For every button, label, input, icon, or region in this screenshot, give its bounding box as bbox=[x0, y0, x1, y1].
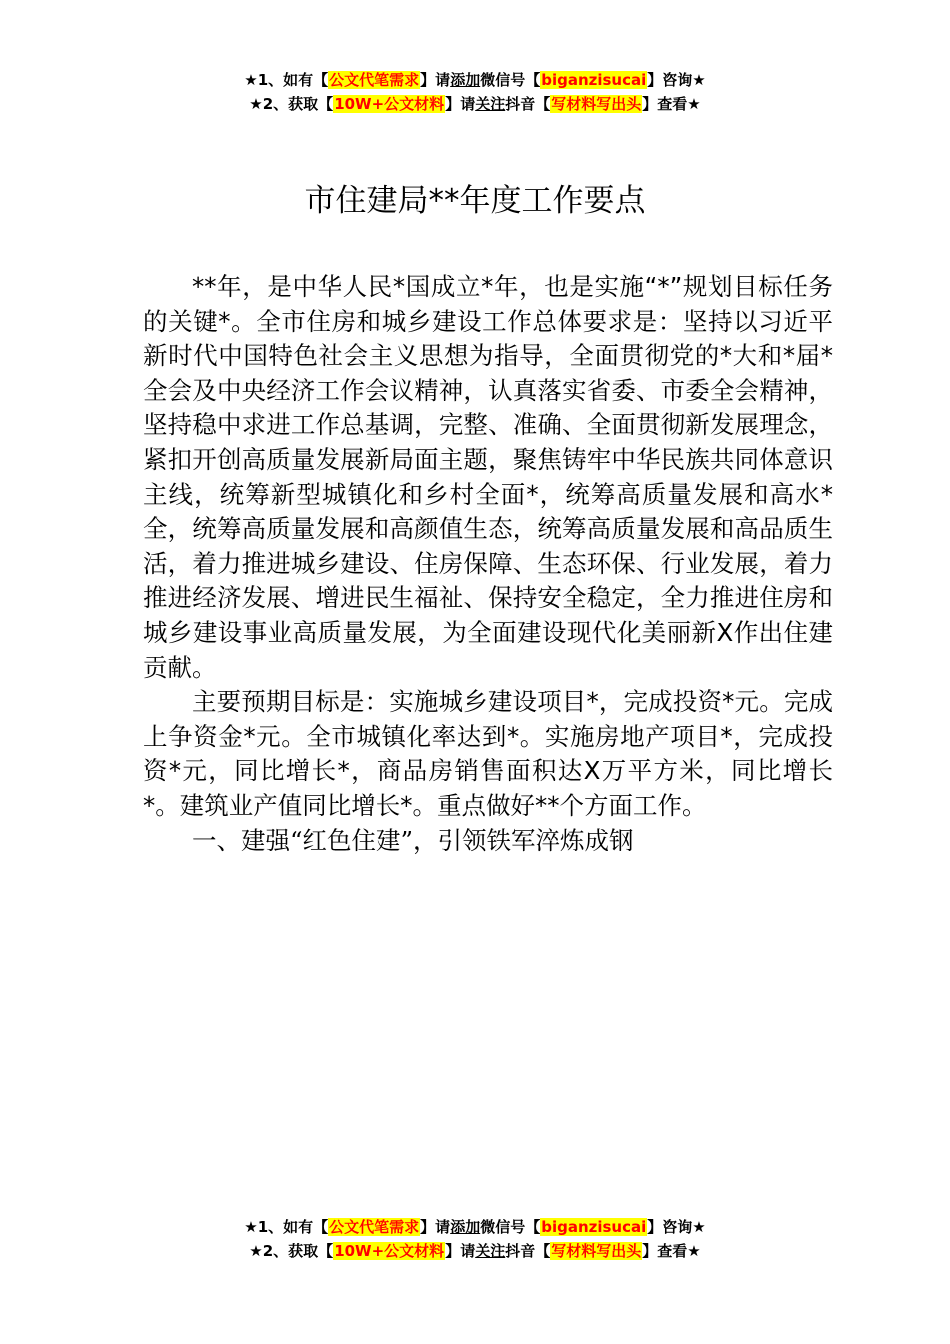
paragraph-intro: **年，是中华人民*国成立*年，也是实施“*”规划目标任务的关键*。全市住房和城乡建设工作总体要求是：坚持以习近平新时代中国特色社会主义思想为指导，全面贯彻党的*大和*届*全会及中央经济工作会议精神，认真落实省委、市委全会精神，坚持稳中求进工作总基调，完整、准确、全面贯彻新发展理念，紧扣开创高质量发展新局面主题，聚焦铸牢中华民族共同体意识主线，统筹新型城镇化和乡村全面*，统筹高质量发展和高水*全，统筹高质量发展和高颜值生态，统筹高质量发展和高品质生活，着力推进城乡建设、住房保障、生态环保、行业发展，着力推进经济发展、增进民生福祉、保持安全稳定，全力推进住房和城乡建设事业高质量发展，为全面建设现代化美丽新X作出住建贡献。 bbox=[143, 272, 833, 682]
bottom-promo-banner bbox=[0, 1215, 950, 1263]
promo-line-2: ★2、获取【10W+公文材料】请关注抖音【写材料写出头】查看★ bbox=[249, 1242, 701, 1260]
promo-line-1: ★1、如有【公文代笔需求】请添加微信号【biganzisucai】咨询★ bbox=[244, 71, 706, 89]
promo-line-1: ★1、如有【公文代笔需求】请添加微信号【biganzisucai】咨询★ bbox=[244, 1218, 706, 1236]
promo-highlight: 10W+公文材料 bbox=[334, 95, 445, 113]
douyin-account: 写材料写出头 bbox=[551, 95, 642, 113]
promo-line-2: ★2、获取【10W+公文材料】请关注抖音【写材料写出头】查看★ bbox=[249, 95, 701, 113]
document-title: 市住建局**年度工作要点 bbox=[304, 183, 646, 219]
promo-highlight: 10W+公文材料 bbox=[334, 1242, 445, 1260]
promo-highlight: 公文代笔需求 bbox=[329, 71, 420, 89]
paragraph-targets: 主要预期目标是：实施城乡建设项目*，完成投资*元。完成上争资金*元。全市城镇化率达到*。实施房地产项目*，完成投资*元，同比增长*，商品房销售面积达X万平方米，同比增长*。建筑业产值同比增长*。重点做好**个方面工作。 bbox=[143, 687, 833, 820]
douyin-account: 写材料写出头 bbox=[551, 1242, 642, 1260]
top-promo-banner bbox=[0, 68, 950, 116]
wechat-id: biganzisucai bbox=[541, 1218, 647, 1236]
promo-highlight: 公文代笔需求 bbox=[329, 1218, 420, 1236]
document-body bbox=[143, 270, 833, 858]
wechat-id: biganzisucai bbox=[541, 71, 647, 89]
section-heading: 一、建强“红色住建”，引领铁军淬炼成钢 bbox=[192, 825, 634, 855]
